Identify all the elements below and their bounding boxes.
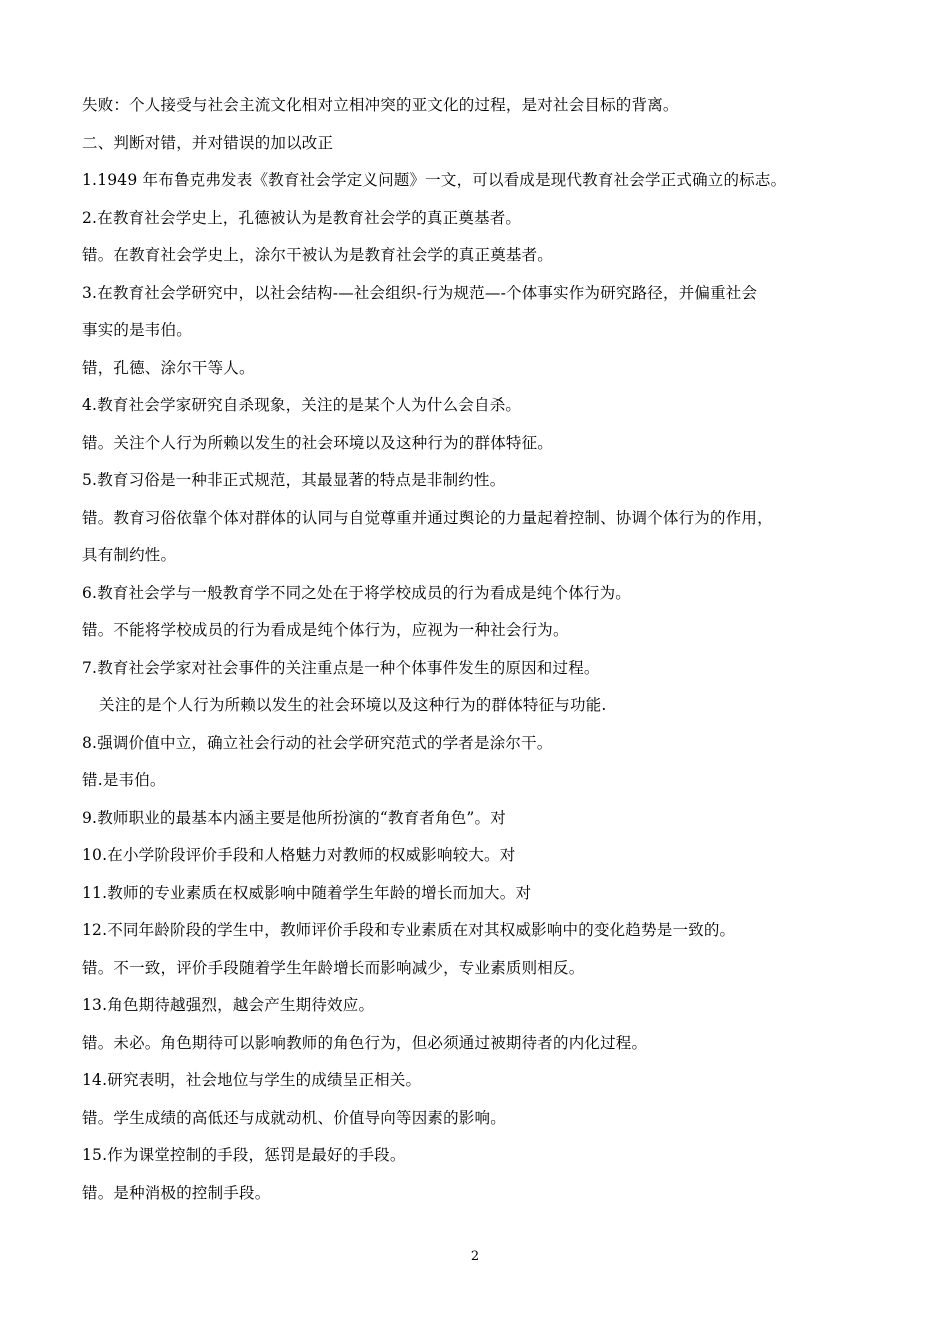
- question-4: 4.教育社会学家研究自杀现象，关注的是某个人为什么会自杀。: [82, 396, 522, 414]
- document-body: [82, 87, 822, 1212]
- question-3: 3.在教育社会学研究中，以社会结构-—社会组织-行为规范—-个体事实作为研究路径，并偏重社会: [82, 283, 758, 302]
- answer-7: 关注的是个人行为所赖以发生的社会环境以及这种行为的群体特征与功能.: [99, 696, 607, 714]
- question-15: 15.作为课堂控制的手段，惩罚是最好的手段。: [82, 1146, 406, 1164]
- question-3-continued: 事实的是韦伯。: [82, 321, 192, 339]
- question-10: 10.在小学阶段评价手段和人格魅力对教师的权威影响较大。对: [82, 846, 516, 864]
- text-line: 失败：个人接受与社会主流文化相对立相冲突的亚文化的过程，是对社会目标的背离。: [82, 96, 679, 114]
- answer-3: 错，孔德、涂尔干等人。: [82, 358, 255, 377]
- question-1: 1.1949 年布鲁克弗发表《教育社会学定义问题》一文，可以看成是现代教育社会学正式确立的标志。: [82, 171, 787, 189]
- question-7: 7.教育社会学家对社会事件的关注重点是一种个体事件发生的原因和过程。: [82, 658, 600, 677]
- answer-8: 错.是韦伯。: [82, 771, 166, 789]
- question-6: 6.教育社会学与一般教育学不同之处在于将学校成员的行为看成是纯个体行为。: [82, 583, 631, 602]
- answer-14: 错。学生成绩的高低还与成就动机、价值导向等因素的影响。: [82, 1108, 506, 1127]
- question-11: 11.教师的专业素质在权威影响中随着学生年龄的增长而加大。对: [82, 883, 532, 902]
- question-2: 2.在教育社会学史上，孔德被认为是教育社会学的真正奠基者。: [82, 208, 522, 227]
- answer-6: 错。不能将学校成员的行为看成是纯个体行为，应视为一种社会行为。: [82, 621, 569, 639]
- answer-5: 错。教育习俗依靠个体对群体的认同与自觉尊重并通过舆论的力量起着控制、协调个体行为的作用，: [82, 508, 773, 527]
- question-14: 14.研究表明，社会地位与学生的成绩呈正相关。: [82, 1071, 422, 1089]
- question-9: 9.教师职业的最基本内涵主要是他所扮演的“教育者角色”。对: [82, 808, 506, 827]
- section-heading: 二、判断对错，并对错误的加以改正: [82, 133, 334, 152]
- page-number: 2: [470, 1249, 480, 1264]
- question-5: 5.教育习俗是一种非正式规范，其最显著的特点是非制约性。: [82, 471, 506, 489]
- answer-13: 错。未必。角色期待可以影响教师的角色行为，但必须通过被期待者的内化过程。: [82, 1033, 648, 1052]
- answer-2: 错。在教育社会学史上，涂尔干被认为是教育社会学的真正奠基者。: [82, 246, 554, 264]
- answer-15: 错。是种消极的控制手段。: [82, 1183, 271, 1202]
- question-8: 8.强调价值中立，确立社会行动的社会学研究范式的学者是涂尔干。: [82, 733, 553, 752]
- answer-12: 错。不一致，评价手段随着学生年龄增长而影响减少，专业素质则相反。: [82, 958, 585, 977]
- answer-5-continued: 具有制约性。: [82, 546, 177, 564]
- question-13: 13.角色期待越强烈，越会产生期待效应。: [82, 996, 375, 1014]
- question-12: 12.不同年龄阶段的学生中，教师评价手段和专业素质在对其权威影响中的变化趋势是一致的。: [82, 921, 736, 939]
- answer-4: 错。关注个人行为所赖以发生的社会环境以及这种行为的群体特征。: [82, 433, 554, 452]
